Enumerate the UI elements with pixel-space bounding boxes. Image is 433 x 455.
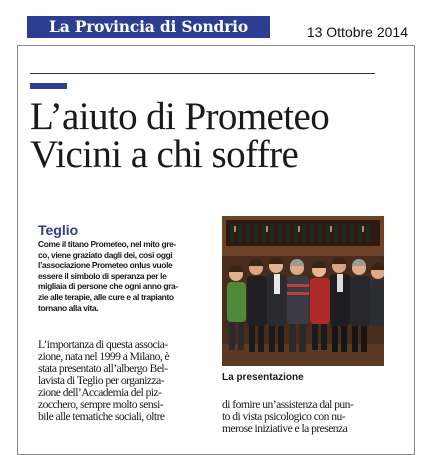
lead-line: zie alle terapie, alle cure e al trapianto: [38, 291, 174, 302]
publication-date: 13 Ottobre 2014: [306, 24, 408, 40]
newspaper-masthead: La Provincia di Sondrio: [27, 16, 270, 38]
body-line: lavista di Teglio per organizza-: [38, 375, 165, 387]
body-line: zione dell’Accademia del piz-: [38, 387, 162, 399]
body-line: bile alle tematiche sociali, oltre: [38, 411, 165, 423]
body-line: to di vista psicologico con nu-: [222, 411, 346, 423]
headline-line-1: L’aiuto di Prometeo: [30, 95, 330, 138]
body-line: zocchero, sempre molto sensi-: [38, 399, 164, 411]
lead-line: migliaia di persone che ogni anno gra-: [38, 281, 178, 292]
body-line: di fornire un’assistenza dal pun-: [222, 399, 354, 411]
top-rule: [30, 73, 375, 74]
article-headline: [30, 95, 410, 176]
body-line: merose iniziative e la presenza: [222, 423, 348, 435]
body-column-1: [38, 339, 208, 423]
body-column-2: [222, 399, 392, 435]
headline-line-2: Vicini a chi soffre: [30, 133, 299, 176]
photo-caption: La presentazione: [222, 372, 304, 383]
body-line: zione, nata nel 1999 a Milano, è: [38, 351, 170, 363]
lead-line: tornano alla vita.: [38, 302, 99, 313]
body-line: stata presentato all’albergo Bel-: [38, 363, 168, 375]
lead-line: essere il simbolo di speranza per le: [38, 270, 167, 281]
article-kicker: Teglio: [38, 222, 79, 238]
lead-line: l’associazione Prometeo onlus vuole: [38, 260, 173, 271]
group-photo: [222, 216, 384, 366]
lead-line: Come il titano Prometeo, nel mito gre-: [38, 239, 176, 249]
body-line: L’importanza di questa associa-: [38, 339, 168, 351]
article-lead: [38, 239, 208, 313]
lead-line: co, viene graziato dagli dei, così oggi: [38, 249, 173, 260]
accent-bar: [30, 83, 67, 89]
